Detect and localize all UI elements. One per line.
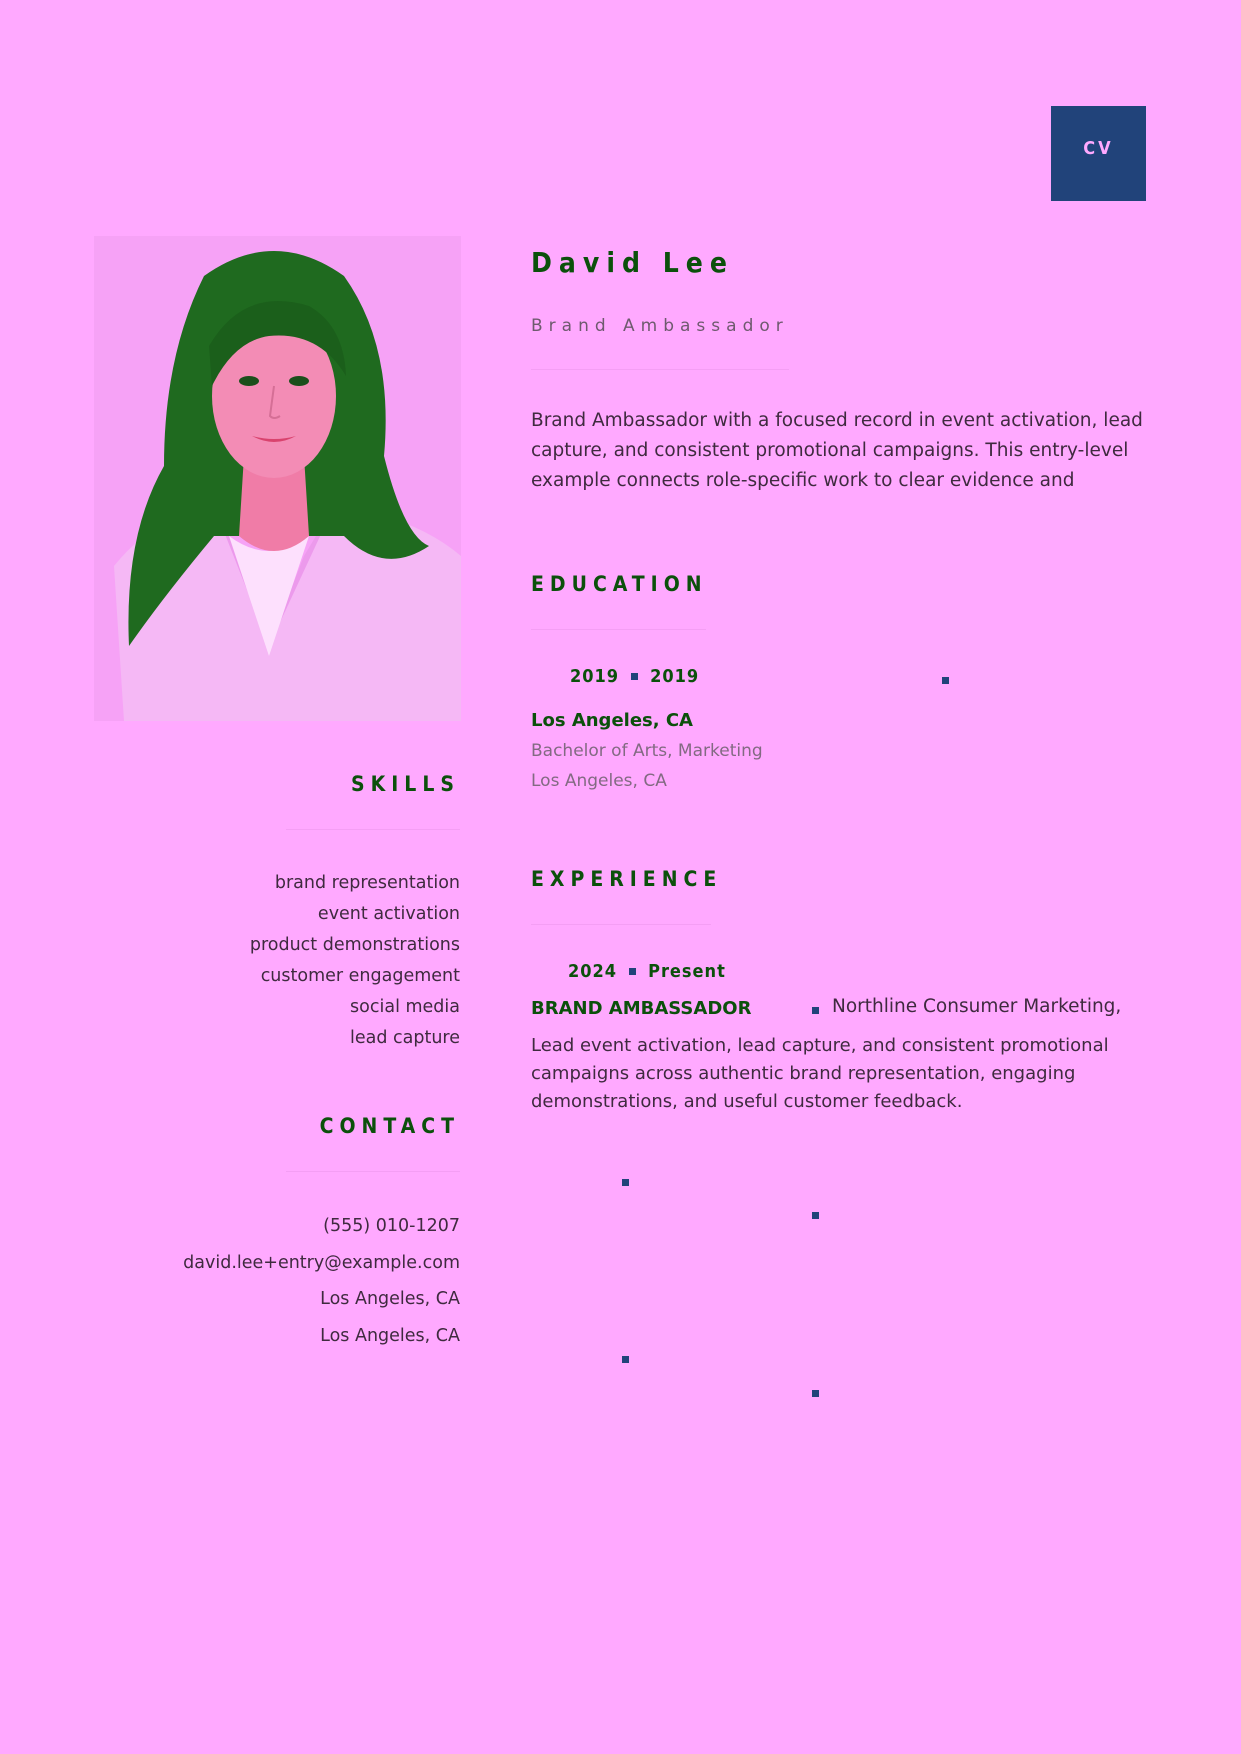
skills-heading: SKILLS [351,772,460,796]
cv-badge-label: CV [1083,138,1114,159]
company-name: Northline Consumer Marketing, [832,996,1122,1017]
skill-item: brand representation [274,873,460,893]
marker-icon [812,1390,819,1397]
contact-divider [286,1171,460,1172]
contact-location: Los Angeles, CA [320,1289,460,1309]
contact-address: Los Angeles, CA [320,1325,460,1346]
education-start: 2019 [570,666,620,687]
experience-dates [568,961,726,982]
title-divider [531,369,789,370]
skills-divider [286,829,460,830]
experience-divider [531,924,711,925]
contact-email[interactable]: david.lee+entry@example.com [183,1252,460,1273]
education-location: Los Angeles, CA [531,710,693,731]
marker-icon [622,1356,629,1363]
skills-list [200,868,460,1054]
education-heading: EDUCATION [531,572,708,596]
marker-icon [812,1212,819,1219]
contact-heading: CONTACT [319,1114,460,1138]
date-separator-icon [631,673,638,680]
date-separator-icon [629,968,636,975]
company-marker-icon [812,1007,819,1014]
job-description: Lead event activation, lead capture, and consistent promotional campaigns across authentic brand representation, engaging demonstrations, and useful customer feedback. [531,1035,1109,1112]
skill-item: event activation [317,904,460,924]
skill-item: lead capture [349,1028,460,1048]
skill-item: customer engagement [260,966,460,986]
experience-end: Present [648,961,726,982]
education-end: 2019 [650,666,700,687]
marker-icon [622,1179,629,1186]
education-degree: Bachelor of Arts, Marketing [531,741,763,761]
candidate-title: Brand Ambassador [531,316,789,336]
portrait-illustration [94,236,461,721]
education-divider [531,629,706,630]
skill-item: product demonstrations [249,935,460,955]
experience-heading: EXPERIENCE [531,867,723,891]
contact-list [140,1208,460,1354]
job-title: BRAND AMBASSADOR [531,998,752,1019]
skill-item: social media [350,997,460,1017]
education-dates [570,666,699,687]
profile-summary: Brand Ambassador with a focused record in event activation, lead capture, and consistent promotional campaigns. This entry-level example connects role-specific work to clear evidence and [531,410,1143,491]
profile-photo [94,236,461,721]
education-school-location: Los Angeles, CA [531,771,667,791]
marker-icon [942,677,949,684]
cv-badge [1051,106,1146,201]
contact-phone: (555) 010-1207 [323,1216,460,1236]
experience-start: 2024 [568,961,618,982]
candidate-name: David Lee [531,246,734,279]
